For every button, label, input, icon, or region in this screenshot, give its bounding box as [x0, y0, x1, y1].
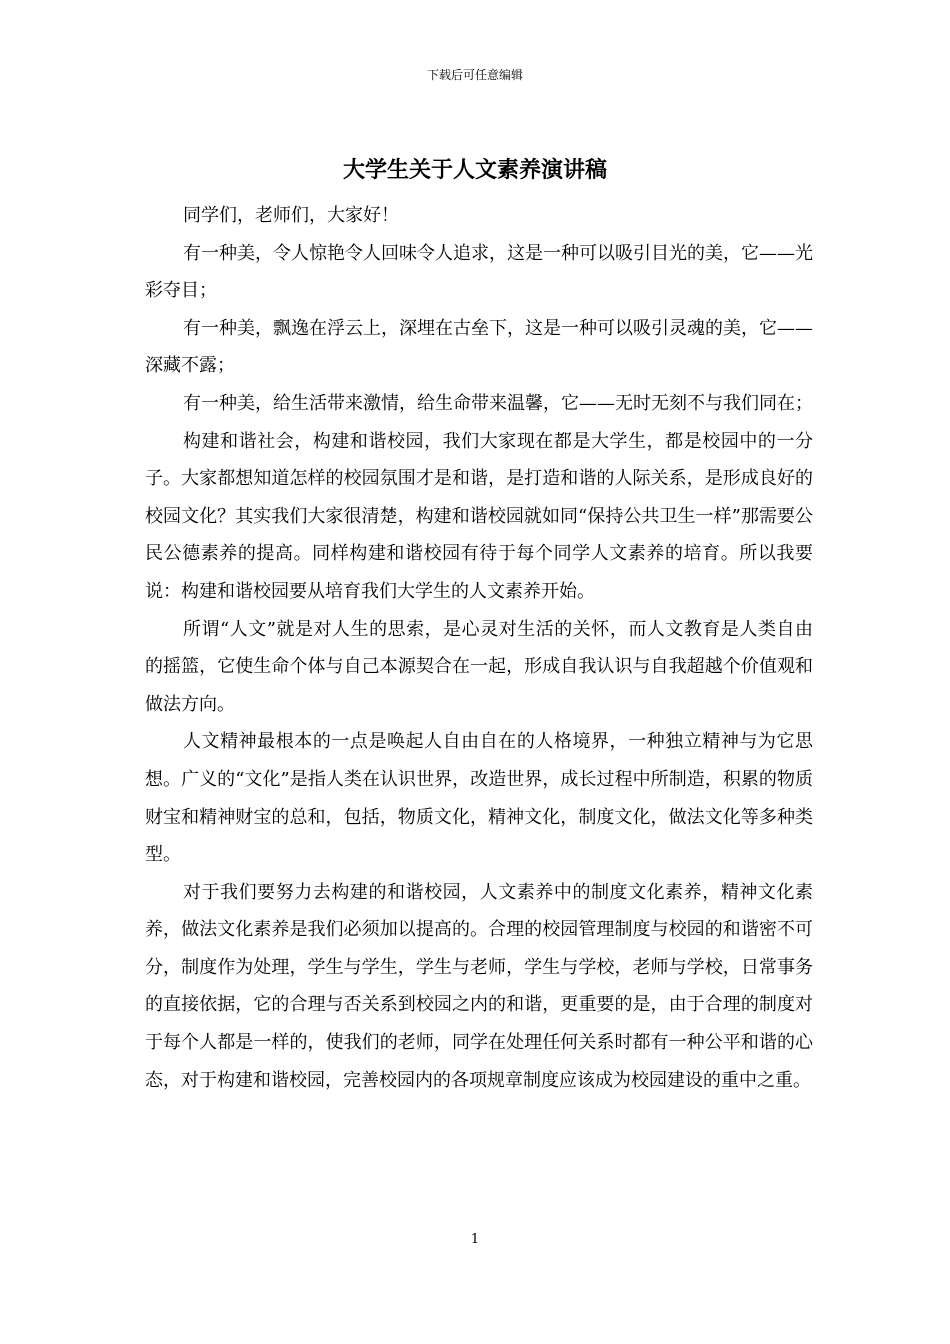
document-body: [145, 197, 813, 1099]
paragraph: 有一种美，令人惊艳令人回味令人追求，这是一种可以吸引目光的美，它——光彩夺目；: [145, 242, 813, 302]
paragraph: 人文精神最根本的一点是唤起人自由自在的人格境界，一种独立精神与为它思想。广义的“文化”是指人类在认识世界，改造世界，成长过程中所制造，积累的物质财宝和精神财宝的总和，包括，物质文化，精神文化，制度文化，做法文化等多种类型。: [145, 731, 813, 866]
paragraph: 所谓“人文”就是对人生的思索，是心灵对生活的关怀，而人文教育是人类自由的摇篮，它使生命个体与自己本源契合在一起，形成自我认识与自我超越个价值观和做法方向。: [145, 618, 813, 715]
document-title: 大学生关于人文素养演讲稿: [342, 157, 607, 183]
paragraph: 有一种美，给生活带来激情，给生命带来温馨，它——无时无刻不与我们同在；: [183, 392, 813, 414]
paragraph: 构建和谐社会，构建和谐校园，我们大家现在都是大学生，都是校园中的一分子。大家都想知道怎样的校园氛围才是和谐，是打造和谐的人际关系，是形成良好的校园文化？其实我们大家很清楚，构建和谐校园就如同“保持公共卫生一样”那需要公民公德素养的提高。同样构建和谐校园有待于每个同学人文素养的培育。所以我要说：构建和谐校园要从培育我们大学生的人文素养开始。: [145, 430, 813, 602]
paragraph-greeting: 同学们，老师们，大家好！: [183, 205, 399, 226]
page-number: 1: [470, 1232, 480, 1247]
paragraph: 有一种美，飘逸在浮云上，深埋在古垒下，这是一种可以吸引灵魂的美，它——深藏不露；: [145, 317, 813, 377]
page-header: 下载后可任意编辑: [426, 68, 523, 82]
paragraph: 对于我们要努力去构建的和谐校园，人文素养中的制度文化素养，精神文化素养，做法文化素养是我们必须加以提高的。合理的校园管理制度与校园的和谐密不可分，制度作为处理，学生与学生，学生与老师，学生与学校，老师与学校，日常事务的直接依据，它的合理与否关系到校园之内的和谐，更重要的是，由于合理的制度对于每个人都是一样的，使我们的老师，同学在处理任何关系时都有一种公平和谐的心态，对于构建和谐校园，完善校园内的各项规章制度应该成为校园建设的重中之重。: [145, 881, 813, 1091]
